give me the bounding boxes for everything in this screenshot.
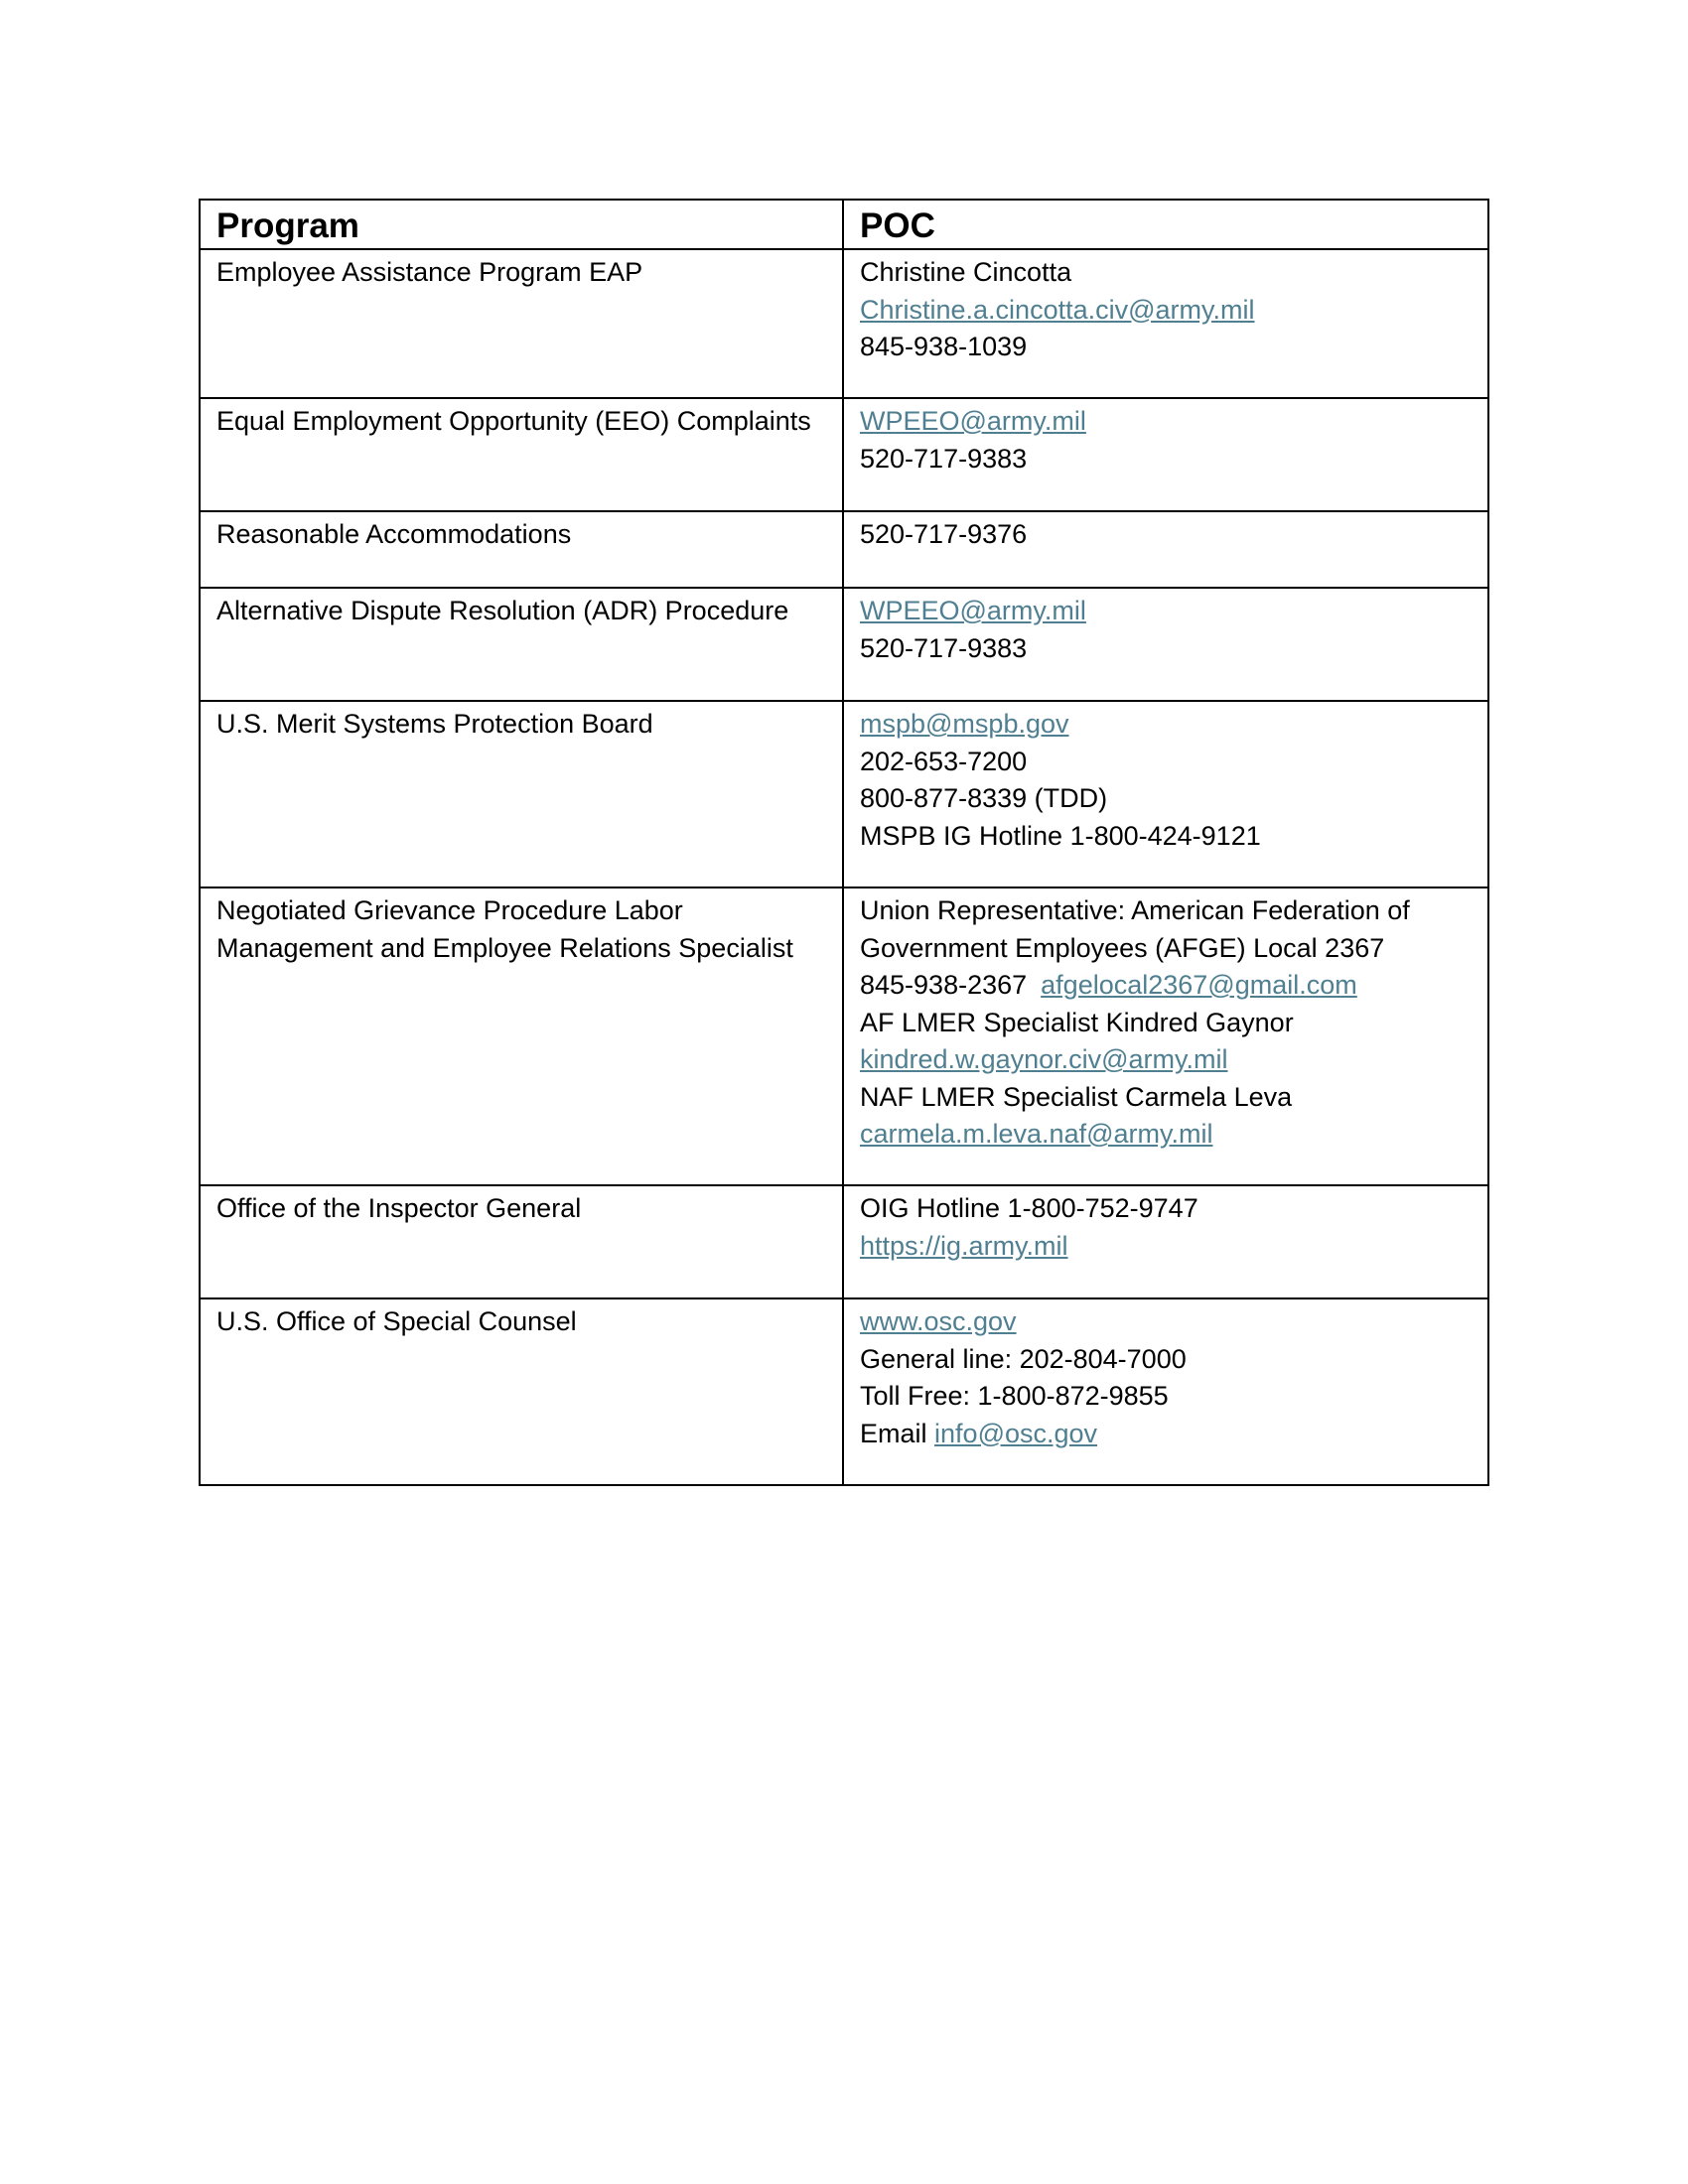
table-header-row — [200, 200, 1488, 249]
table-row — [200, 511, 1488, 588]
poc-email-link[interactable]: Christine.a.cincotta.civ@army.mil — [860, 294, 1255, 325]
program-cell — [200, 887, 843, 1185]
poc-naf-email-link[interactable]: carmela.m.leva.naf@army.mil — [860, 1119, 1213, 1149]
poc-union-line-2: Government Employees (AFGE) Local 2367 — [860, 932, 1385, 963]
poc-phone: 520-717-9383 — [860, 443, 1028, 474]
poc-email-link[interactable]: WPEEO@army.mil — [860, 596, 1086, 625]
program-name: Reasonable Accommodations — [216, 519, 572, 549]
poc-cell — [843, 701, 1488, 887]
program-name: Equal Employment Opportunity (EEO) Complaints — [216, 406, 811, 436]
program-cell — [200, 701, 843, 887]
table-row — [200, 1298, 1488, 1485]
poc-phone: 520-717-9376 — [860, 519, 1028, 549]
poc-email-label: Email — [860, 1418, 927, 1448]
poc-cell — [843, 511, 1488, 588]
program-name: U.S. Office of Special Counsel — [216, 1306, 577, 1336]
program-cell — [200, 1298, 843, 1485]
header-poc: POC — [843, 200, 1488, 249]
program-name: Employee Assistance Program EAP — [216, 257, 643, 287]
poc-general-line: General line: 202-804-7000 — [860, 1343, 1187, 1374]
header-program: Program — [200, 200, 843, 249]
program-cell — [200, 588, 843, 701]
poc-cell — [843, 398, 1488, 511]
program-cell — [200, 249, 843, 398]
table-row — [200, 1185, 1488, 1298]
poc-cell — [843, 1185, 1488, 1298]
poc-union-line-1: Union Representative: American Federation of — [860, 895, 1410, 925]
poc-phone: 845-938-1039 — [860, 332, 1028, 361]
poc-email-link[interactable]: mspb@mspb.gov — [860, 709, 1069, 739]
poc-name: Christine Cincotta — [860, 257, 1072, 287]
poc-hotline: MSPB IG Hotline 1-800-424-9121 — [860, 820, 1261, 851]
poc-tdd-phone: 800-877-8339 (TDD) — [860, 783, 1108, 813]
table-row — [200, 588, 1488, 701]
poc-cell — [843, 249, 1488, 398]
poc-url-link[interactable]: https://ig.army.mil — [860, 1230, 1068, 1261]
program-cell — [200, 511, 843, 588]
poc-naf-specialist: NAF LMER Specialist Carmela Leva — [860, 1081, 1293, 1112]
program-name: U.S. Merit Systems Protection Board — [216, 709, 653, 739]
table-row — [200, 887, 1488, 1185]
program-cell — [200, 398, 843, 511]
table-row — [200, 701, 1488, 887]
poc-phone: 520-717-9383 — [860, 632, 1028, 663]
poc-union-phone: 845-938-2367 — [860, 970, 1028, 1000]
program-name: Alternative Dispute Resolution (ADR) Procedure — [216, 596, 789, 625]
poc-phone: 202-653-7200 — [860, 746, 1028, 776]
program-cell — [200, 1185, 843, 1298]
table-row — [200, 398, 1488, 511]
poc-af-specialist: AF LMER Specialist Kindred Gaynor — [860, 1007, 1294, 1037]
program-name: Negotiated Grievance Procedure Labor Management and Employee Relations Specialist — [216, 895, 793, 963]
table-row — [200, 249, 1488, 398]
poc-cell — [843, 1298, 1488, 1485]
poc-url-link[interactable]: www.osc.gov — [860, 1306, 1017, 1336]
program-poc-table — [199, 199, 1489, 1486]
poc-cell — [843, 588, 1488, 701]
poc-email-link[interactable]: info@osc.gov — [934, 1418, 1098, 1448]
poc-toll-free: Toll Free: 1-800-872-9855 — [860, 1381, 1169, 1411]
poc-cell — [843, 887, 1488, 1185]
poc-af-email-link[interactable]: kindred.w.gaynor.civ@army.mil — [860, 1044, 1228, 1074]
program-name: Office of the Inspector General — [216, 1193, 582, 1223]
poc-hotline: OIG Hotline 1-800-752-9747 — [860, 1193, 1198, 1223]
poc-email-link[interactable]: WPEEO@army.mil — [860, 406, 1086, 436]
poc-union-email-link[interactable]: afgelocal2367@gmail.com — [1041, 970, 1357, 1000]
